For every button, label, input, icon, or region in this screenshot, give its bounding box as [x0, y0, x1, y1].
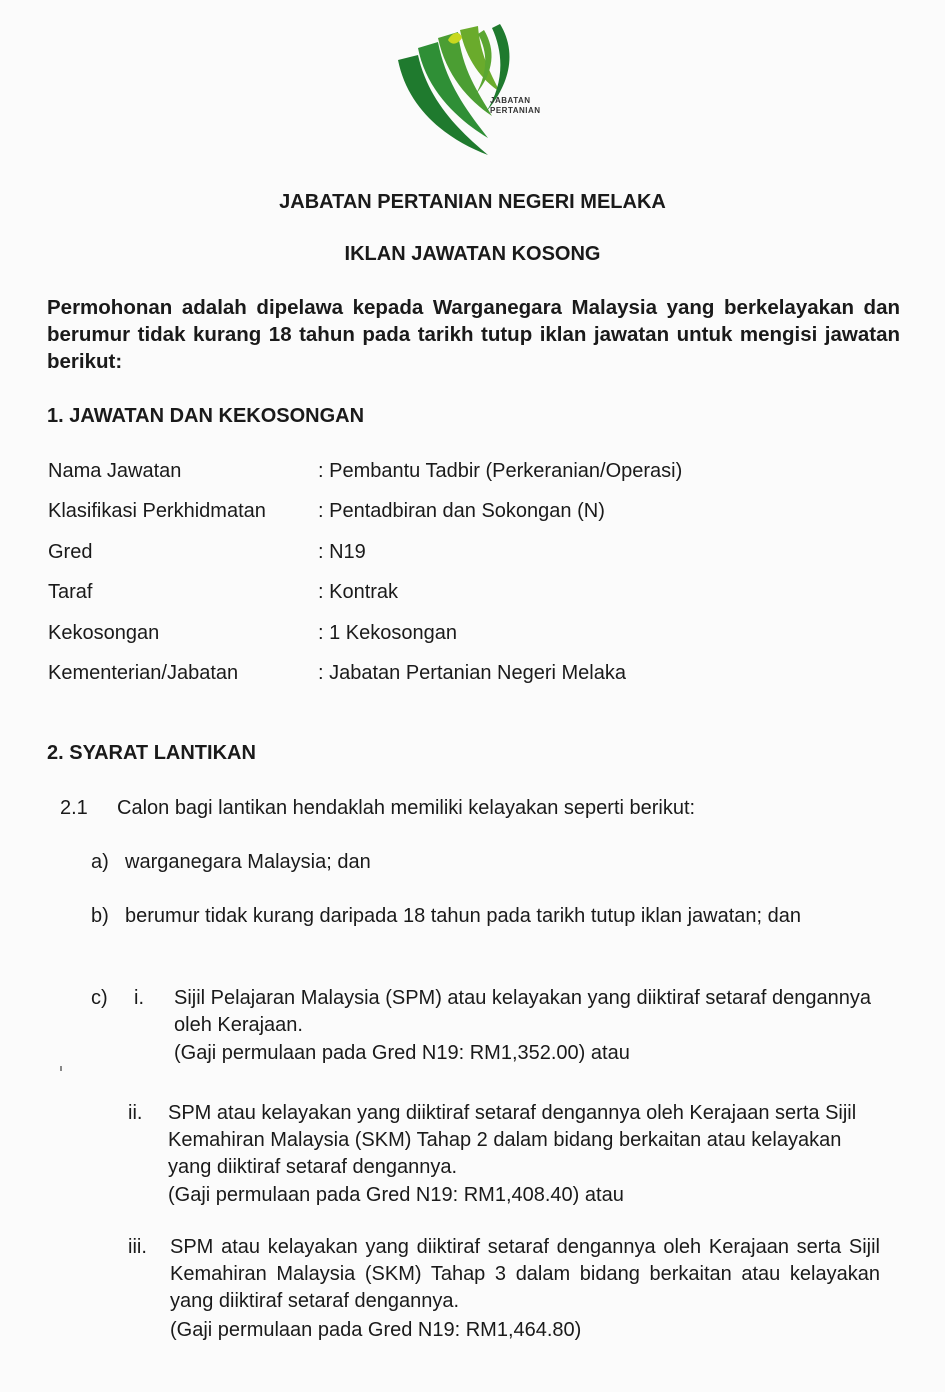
salary-note: (Gaji permulaan pada Gred N19: RM1,352.00) atau [174, 1042, 630, 1064]
info-value: : Kontrak [318, 581, 399, 603]
intro-paragraph: Permohonan adalah dipelawa kepada Warganegara Malaysia yang berkelayakan dan berumur tidak kurang 18 tahun pada tarikh tutup iklan jawatan untuk mengisi jawatan berikut: [47, 296, 900, 373]
clause-text: warganegara Malaysia; dan [125, 851, 371, 873]
scan-mark [60, 1066, 62, 1071]
logo-text-line1: JABATAN [490, 96, 531, 105]
info-value: : Pentadbiran dan Sokongan (N) [318, 500, 605, 522]
sub-clause-text: SPM atau kelayakan yang diiktiraf setaraf dengannya oleh Kerajaan serta Sijil Kemahiran Malaysia (SKM) Tahap 2 dalam bidang berkaitan atau kelayakan yang diiktiraf setaraf dengannya. [168, 1102, 857, 1178]
section1-heading: 1. JAWATAN DAN KEKOSONGAN [47, 405, 365, 427]
department-title: JABATAN PERTANIAN NEGERI MELAKA [279, 191, 666, 213]
info-label: Gred [48, 541, 93, 563]
clause-number: b) [91, 905, 109, 927]
sub-clause-number: ii. [128, 1102, 143, 1124]
notice-title: IKLAN JAWATAN KOSONG [344, 243, 601, 265]
salary-note: (Gaji permulaan pada Gred N19: RM1,464.80) [170, 1319, 582, 1341]
clause-number: 2.1 [60, 797, 88, 819]
sub-clause-number: iii. [128, 1236, 147, 1258]
clause-text: Calon bagi lantikan hendaklah memiliki kelayakan seperti berikut: [117, 797, 696, 819]
clause-text: berumur tidak kurang daripada 18 tahun pada tarikh tutup iklan jawatan; dan [125, 905, 802, 927]
info-value: : Jabatan Pertanian Negeri Melaka [318, 662, 626, 684]
salary-note: (Gaji permulaan pada Gred N19: RM1,408.40) atau [168, 1184, 624, 1206]
sub-clause-text: Sijil Pelajaran Malaysia (SPM) atau kelayakan yang diiktiraf setaraf dengannya oleh Kerajaan. [174, 987, 872, 1036]
info-label: Taraf [48, 581, 93, 603]
info-label: Kementerian/Jabatan [48, 662, 239, 684]
info-label: Klasifikasi Perkhidmatan [48, 500, 266, 522]
info-value: : 1 Kekosongan [318, 622, 457, 644]
logo-text [490, 96, 541, 116]
info-label: Nama Jawatan [48, 460, 182, 482]
info-value: : Pembantu Tadbir (Perkeranian/Operasi) [318, 460, 683, 482]
clause-number: a) [91, 851, 109, 873]
section2-heading: 2. SYARAT LANTIKAN [47, 742, 256, 764]
sub-clause-text: SPM atau kelayakan yang diiktiraf setaraf dengannya oleh Kerajaan serta Sijil Kemahiran Malaysia (SKM) Tahap 3 dalam bidang berkaitan atau kelayakan yang diiktiraf setaraf dengannya. [170, 1236, 880, 1312]
clause-number: c) [91, 987, 108, 1009]
sub-clause-number: i. [134, 987, 144, 1009]
info-value: : N19 [318, 541, 366, 563]
jabatan-pertanian-logo [388, 20, 578, 160]
info-label: Kekosongan [48, 622, 160, 644]
logo-text-line2: PERTANIAN [490, 106, 541, 115]
